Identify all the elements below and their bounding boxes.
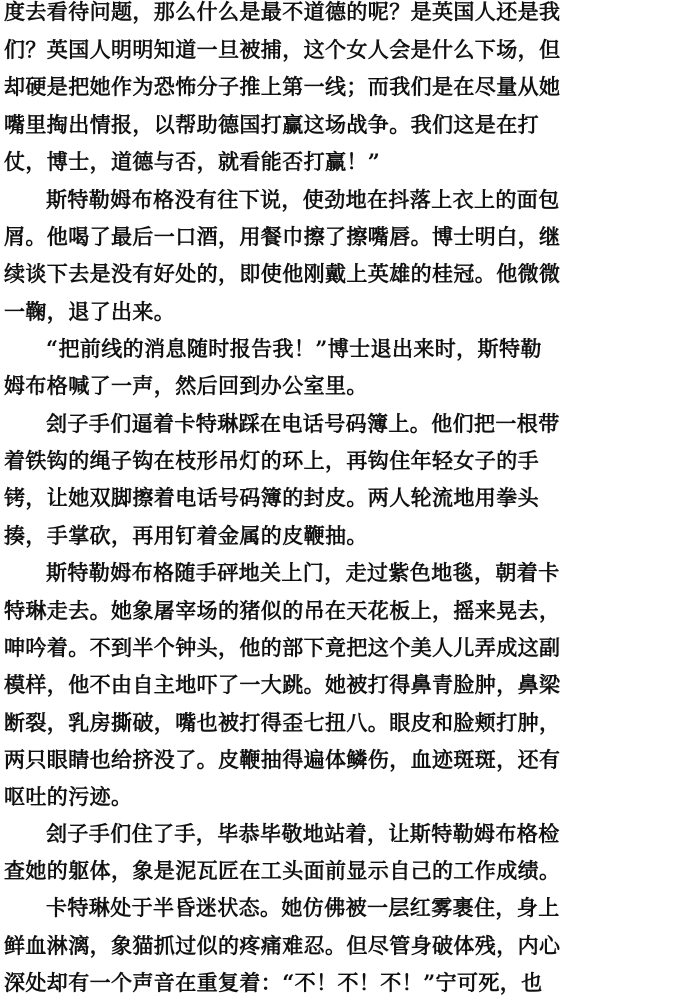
text-line: 却硬是把她作为恐怖分子推上第一线；而我们是在尽量从她 [4, 74, 561, 99]
text-line: “把前线的消息随时报告我！”博士退出来时，斯特勒 [46, 336, 542, 361]
text-line: 斯特勒姆布格随手砰地关上门，走过紫色地毯，朝着卡 [46, 560, 560, 585]
text-line: 深处却有一个声音在重复着：“不！不！不！”宁可死，也 [4, 970, 543, 995]
text-line: 姆布格喊了一声，然后回到办公室里。 [4, 373, 368, 398]
text-line: 呕吐的污迹。 [4, 784, 133, 809]
text-line: 呻吟着。不到半个钟头，他的部下竟把这个美人儿弄成这副 [4, 635, 561, 660]
text-line: 铐，让她双脚擦着电话号码簿的封皮。两人轮流地用拳头 [4, 485, 539, 510]
text-line: 模样，他不由自主地吓了一大跳。她被打得鼻青脸肿，鼻梁 [4, 672, 561, 697]
text-line: 们？英国人明明知道一旦被捕，这个女人会是什么下场，但 [4, 37, 561, 62]
text-line: 度去看待问题，那么什么是最不道德的呢？是英国人还是我 [4, 0, 561, 24]
text-line: 着铁钩的绳子钩在枝形吊灯的环上，再钩住年轻女子的手 [4, 448, 539, 473]
text-line: 嘴里掏出情报，以帮助德国打赢这场战争。我们这是在打 [4, 112, 539, 137]
text-line: 两只眼睛也给挤没了。皮鞭抽得遍体鳞伤，血迹斑斑，还有 [4, 747, 561, 772]
text-line: 卡特琳处于半昏迷状态。她仿佛被一层红雾裹住，身上 [46, 895, 560, 920]
text-line: 续谈下去是没有好处的，即使他刚戴上英雄的桂冠。他微微 [4, 261, 561, 286]
text-line: 查她的躯体，象是泥瓦匠在工头面前显示自己的工作成绩。 [4, 858, 561, 883]
text-line: 刽子手们住了手，毕恭毕敬地站着，让斯特勒姆布格检 [46, 821, 560, 846]
text-line: 屑。他喝了最后一口酒，用餐巾擦了擦嘴唇。博士明白，继 [4, 224, 561, 249]
text-line: 斯特勒姆布格没有往下说，使劲地在抖落上衣上的面包 [46, 187, 560, 212]
text-line: 断裂，乳房撕破，嘴也被打得歪七扭八。眼皮和脸颊打肿， [4, 710, 561, 735]
text-line: 一鞠，退了出来。 [4, 299, 176, 324]
text-line: 刽子手们逼着卡特琳踩在电话号码簿上。他们把一根带 [46, 411, 560, 436]
text-line: 仗，博士，道德与否，就看能否打赢！” [4, 149, 381, 174]
text-line: 揍，手掌砍，再用钉着金属的皮鞭抽。 [4, 523, 368, 548]
text-line: 鲜血淋漓，象猫抓过似的疼痛难忍。但尽管身破体残，内心 [4, 933, 561, 958]
text-line: 特琳走去。她象屠宰场的猪似的吊在天花板上，摇来晃去， [4, 598, 561, 623]
